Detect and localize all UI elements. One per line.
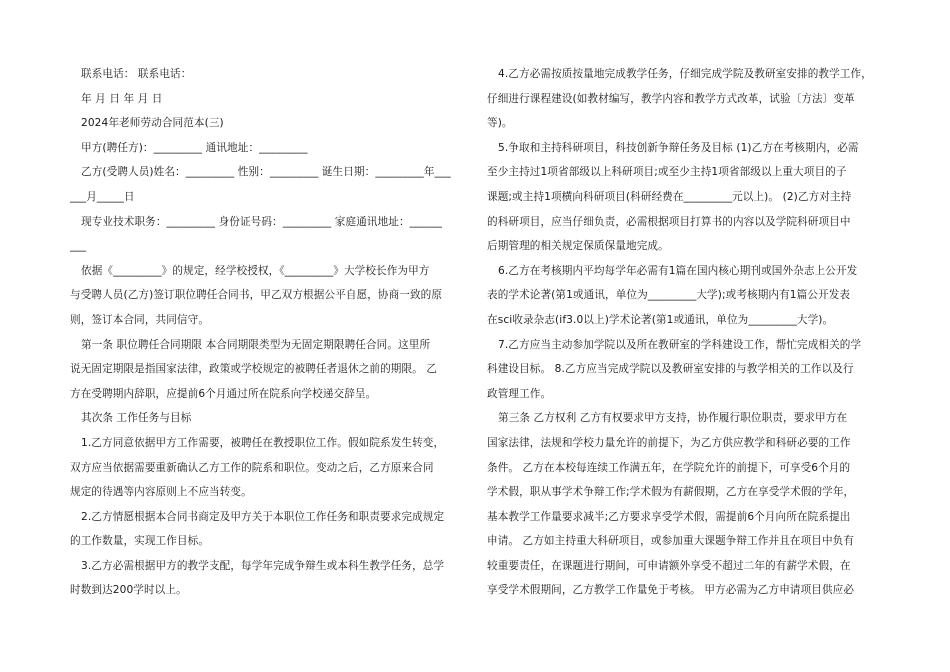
text-line: 后期管理的相关规定保质保量地完成。: [487, 240, 669, 253]
text-line: 仔细进行课程建设(如教材编写，教学内容和教学方式改革，试验〔方法〕变革: [487, 92, 855, 105]
text-line: 其次条 工作任务与目标: [81, 412, 192, 425]
text-line: 等)。: [487, 117, 513, 130]
text-line: 政管理工作。: [487, 387, 552, 400]
text-line: 乙方(受聘人员)姓名：_________ 性别：_________ 诞生日期：_________年___: [81, 166, 451, 179]
text-line: 甲方(聘任方)：_________ 通讯地址：_________: [81, 141, 308, 154]
text-line: 1.乙方同意依据甲方工作需要，被聘任在教授职位工作。假如院系发生转变，: [81, 436, 445, 449]
text-line: 4.乙方必需按质按量地完成教学任务，仔细完成学院及教研室安排的教学工作，: [498, 68, 872, 80]
text-line: 第一条 职位聘任合同期限 本合同期限类型为无固定期限聘任合同。这里所: [81, 338, 431, 351]
text-line: 2024年老师劳动合同范本(三): [81, 117, 224, 130]
text-line: 与受聘人员(乙方)签订职位聘任合同书，甲乙双方根据公平自愿，协商一致的原: [70, 289, 443, 302]
text-line: 科建设目标。 8.乙方应当完成学院以及教研室安排的与教学相关的工作以及行: [487, 363, 854, 376]
text-line: 第三条 乙方权利 乙方有权要求甲方支持，协作履行职位职责，要求甲方在: [498, 412, 848, 425]
left-text-column: [70, 62, 475, 603]
text-line: 7.乙方应当主动参加学院以及所在教研室的学科建设工作，帮忙完成相关的学: [498, 338, 862, 351]
text-line: 方在受聘期内辞职，应提前6个月通过所在院系向学校递交辞呈。: [70, 387, 377, 400]
text-line: 说无固定期限是指国家法律，政策或学校规定的被聘任者退休之前的期限。 乙: [70, 363, 438, 376]
text-line: 享受学术假期间，乙方教学工作量免于考核。 甲方必需为乙方申请项目供应必: [487, 584, 855, 597]
text-line: 5.争取和主持科研项目，科技创新争辩任务及目标 (1)乙方在考核期内，必需: [498, 141, 859, 154]
text-line: 国家法律，法规和学校力量允许的前提下，为乙方供应教学和科研必要的工作: [487, 436, 851, 449]
text-line: 2.乙方情愿根据本合同书商定及甲方关于本职位工作任务和职责要求完成规定: [81, 510, 445, 523]
text-line: 现专业技术职务：_________ 身份证号码：_________ 家庭通讯地址：______: [81, 215, 443, 228]
text-line: 依据《_________》的规定，经学校授权，《_________》大学校长作为甲方: [81, 264, 430, 277]
text-line: 的工作数量，实现工作目标。: [70, 535, 210, 548]
text-line: ___: [70, 240, 87, 253]
text-line: 则，签订本合同，共同信守。: [70, 313, 210, 326]
text-line: 的科研项目，应当仔细负责，必需根据项目打算书的内容以及学院科研项目中: [487, 215, 851, 228]
text-line: 时数到达200学时以上。: [70, 584, 187, 597]
text-line: 6.乙方在考核期内平均每学年必需有1篇在国内核心期刊或国外杂志上公开发: [498, 264, 858, 277]
text-line: 课题;或主持1项横向科研项目(科研经费在_________元以上)。 (2)乙方对主持: [487, 190, 852, 203]
text-line: 条件。 乙方在本校每连续工作满五年，在学院允许的前提下，可享受6个月的: [487, 461, 851, 474]
text-line: 申请。 乙方如主持重大科研项目，或参加重大课题争辩工作并且在项目中负有: [487, 535, 855, 548]
text-line: 较重要责任，在课题进行期间，可申请额外享受不超过二年的有薪学术假，在: [487, 559, 851, 572]
text-line: 规定的待遇等内容原则上不应当转变。: [70, 486, 252, 499]
text-line: 年 月 日 年 月 日: [81, 92, 163, 105]
right-text-column: [487, 62, 887, 603]
text-line: 学术假，职从事学术争辩工作;学术假为有薪假期，乙方在享受学术假的学年，: [487, 486, 855, 499]
text-line: 基本教学工作量要求减半;乙方要求享受学术假，需提前6个月向所在院系提出: [487, 510, 851, 523]
text-line: 在sci收录杂志(if3.0以上)学术论著(第1或通讯，单位为_________大学)。: [487, 313, 834, 326]
text-line: 3.乙方必需根据甲方的教学支配，每学年完成争辩生或本科生教学任务，总学: [81, 559, 445, 572]
text-line: ___月_____日: [70, 190, 135, 203]
text-line: 联系电话： 联系电话：: [81, 68, 192, 80]
text-line: 表的学术论著(第1或通讯，单位为_________大学);或考核期内有1篇公开发表: [487, 289, 851, 302]
text-line: 至少主持过1项省部级以上科研项目;或至少主持1项省部级以上重大项目的子: [487, 166, 847, 179]
text-line: 双方应当依据需要重新确认乙方工作的院系和职位。变动之后，乙方原来合同: [70, 461, 434, 474]
